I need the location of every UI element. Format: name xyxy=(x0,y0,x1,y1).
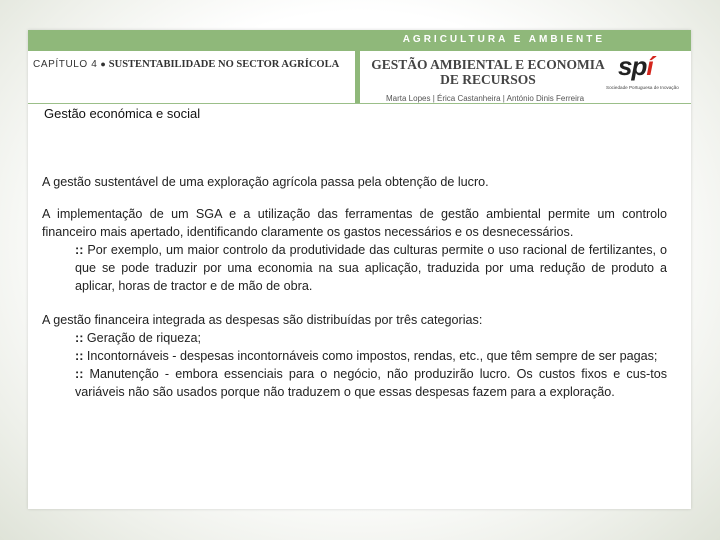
book-title xyxy=(368,57,608,87)
top-banner xyxy=(28,30,691,51)
paragraph-3: A gestão financeira integrada as despesas são distribuídas por três categorias: xyxy=(42,313,483,327)
section-title: Gestão económica e social xyxy=(44,106,201,121)
spi-logo xyxy=(608,53,688,99)
paragraph-1: A gestão sustentável de uma exploração agrícola passa pela obtenção de lucro. xyxy=(42,175,489,189)
list-item-text: Geração de riqueza; xyxy=(86,331,202,345)
list-item-3 xyxy=(75,365,667,401)
spi-logo-mark: spí xyxy=(618,51,653,81)
bullet-marker: :: xyxy=(75,349,84,363)
list-item-2 xyxy=(75,347,667,365)
chapter-name: SUSTENTABILIDADE NO SECTOR AGRÍCOLA xyxy=(108,59,340,70)
chapter-label xyxy=(33,59,339,70)
bullet-marker: :: xyxy=(75,331,84,345)
list-item-text: Manutenção - embora essenciais para o negócio, não produzirão lucro. Os custos fixos e cus-tos variáveis não são usados porque não traduzem o que essas despesas fazem para a exploração. xyxy=(75,367,667,399)
slide-body xyxy=(42,173,667,401)
chapter-number: CAPÍTULO 4 xyxy=(33,59,98,70)
paragraph-2-bullet xyxy=(75,241,667,295)
authors: Marta Lopes | Érica Castanheira | António Dinis Ferreira xyxy=(386,94,585,103)
book-title-line1: GESTÃO AMBIENTAL E ECONOMIA xyxy=(371,57,605,72)
bullet-dot-icon: ● xyxy=(100,59,106,69)
bullet-marker: :: xyxy=(75,367,84,381)
paragraph-2: A implementação de um SGA e a utilização das ferramentas de gestão ambiental permite um controlo financeiro mais apertado, identificando claramente os gastos necessários e os desnecessários. xyxy=(42,207,667,239)
book-title-line2: DE RECURSOS xyxy=(440,72,536,87)
header-divider xyxy=(355,51,360,103)
bullet-marker: :: xyxy=(75,243,84,257)
list-item-1 xyxy=(75,329,667,347)
logo-tagline: Sociedade Portuguesa de Inovação xyxy=(606,85,679,90)
bullet-text: Por exemplo, um maior controlo da produtividade das culturas permite o uso racional de fertilizantes, o que se pode traduzir por uma economia na sua aplicação, traduzida por uma redução de produto a aplicar, horas de tractor e de mão de obra. xyxy=(75,243,667,293)
slide xyxy=(28,30,691,509)
series-label: AGRICULTURA E AMBIENTE xyxy=(402,34,605,45)
list-item-text: Incontornáveis - despesas incontornáveis como impostos, rendas, etc., que têm sempre de ser pagas; xyxy=(86,349,658,363)
